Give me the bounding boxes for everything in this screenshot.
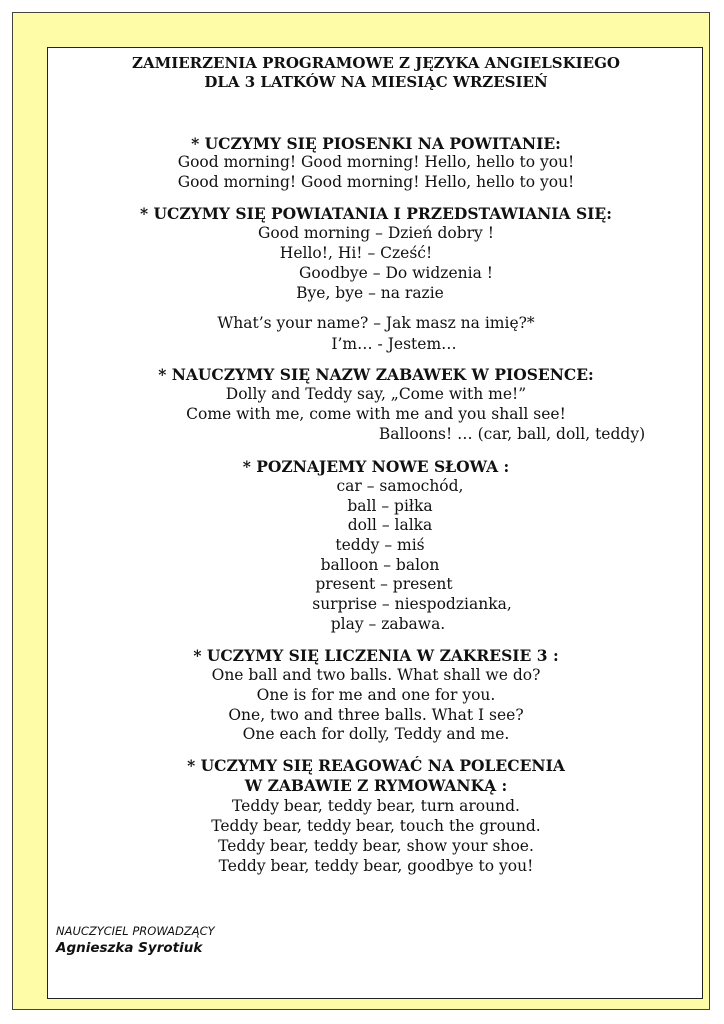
- section-commands-heading-1: * UCZYMY SIĘ REAGOWAĆ NA POLECENIA: [187, 756, 565, 775]
- title-line-2: DLA 3 LATKÓW NA MIESIĄC WRZESIEŃ: [204, 73, 548, 91]
- counting-line-4: One each for dolly, Teddy and me.: [242, 725, 510, 743]
- commands-line-1: Teddy bear, teddy bear, turn around.: [232, 797, 520, 815]
- new-word-balloon: balloon – balon: [320, 556, 440, 574]
- teacher-role: NAUCZYCIEL PROWADZĄCY: [56, 924, 215, 938]
- commands-line-2: Teddy bear, teddy bear, touch the ground.: [211, 817, 541, 835]
- greetings-line-5: What’s your name? – Jak masz na imię?*: [217, 314, 535, 332]
- document-page: [47, 47, 703, 999]
- counting-line-1: One ball and two balls. What shall we do?: [211, 666, 541, 684]
- new-word-present: present – present: [315, 575, 453, 593]
- counting-line-3: One, two and three balls. What I see?: [228, 706, 524, 724]
- section-toys-song-heading: * NAUCZYMY SIĘ NAZW ZABAWEK W PIOSENCE:: [158, 365, 594, 384]
- new-word-doll: doll – lalka: [347, 516, 433, 534]
- new-word-car: car – samochód,: [336, 477, 464, 495]
- counting-line-2: One is for me and one for you.: [256, 686, 496, 704]
- commands-line-4: Teddy bear, teddy bear, goodbye to you!: [218, 857, 534, 875]
- toys-song-line-3: Balloons! … (car, ball, doll, teddy): [378, 425, 646, 443]
- greetings-line-3: Goodbye – Do widzenia !: [299, 264, 493, 282]
- toys-song-line-2: Come with me, come with me and you shall see!: [186, 405, 566, 423]
- section-greeting-song-heading: * UCZYMY SIĘ PIOSENKI NA POWITANIE:: [191, 134, 561, 153]
- greeting-song-line-2: Good morning! Good morning! Hello, hello to you!: [177, 173, 575, 191]
- section-greetings-heading: * UCZYMY SIĘ POWIATANIA I PRZEDSTAWIANIA SIĘ:: [140, 204, 612, 223]
- section-commands-heading-2: W ZABAWIE Z RYMOWANKĄ :: [244, 776, 508, 795]
- title-line-1: ZAMIERZENIA PROGRAMOWE Z JĘZYKA ANGIELSKIEGO: [132, 54, 620, 72]
- teacher-name: Agnieszka Syrotiuk: [56, 940, 203, 956]
- greetings-line-4: Bye, bye – na razie: [296, 284, 444, 302]
- toys-song-line-1: Dolly and Teddy say, „Come with me!”: [225, 385, 527, 403]
- new-word-teddy: teddy – miś: [335, 536, 425, 554]
- section-new-words-heading: * POZNAJEMY NOWE SŁOWA :: [242, 457, 510, 476]
- page-border-yellow: [12, 12, 710, 1010]
- greetings-line-6: I’m… - Jestem…: [331, 335, 457, 353]
- new-word-surprise: surprise – niespodzianka,: [312, 595, 512, 613]
- greetings-line-1: Good morning – Dzień dobry !: [258, 224, 494, 242]
- new-word-play: play – zabawa.: [330, 615, 446, 633]
- commands-line-3: Teddy bear, teddy bear, show your shoe.: [218, 837, 534, 855]
- new-word-ball: ball – piłka: [347, 497, 433, 515]
- greetings-line-2: Hello!, Hi! – Cześć!: [279, 244, 433, 262]
- section-counting-heading: * UCZYMY SIĘ LICZENIA W ZAKRESIE 3 :: [193, 646, 559, 665]
- greeting-song-line-1: Good morning! Good morning! Hello, hello to you!: [177, 153, 575, 171]
